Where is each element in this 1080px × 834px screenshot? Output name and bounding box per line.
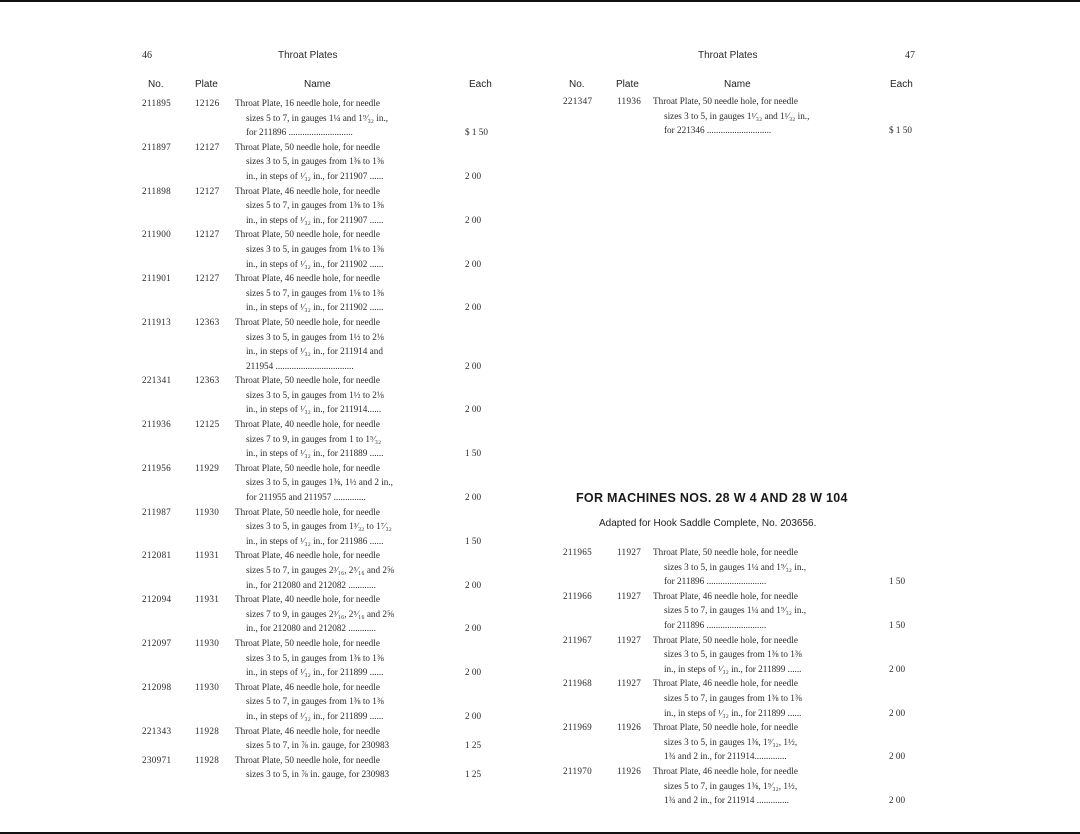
description-text: Throat Plate, 46 needle hole, for needle [653, 765, 798, 776]
part-number: 221341 [142, 375, 172, 386]
description-text: Throat Plate, 46 needle hole, for needle [235, 725, 380, 736]
price: 2 00 [465, 214, 482, 225]
list-item [138, 373, 482, 417]
description-line [653, 720, 920, 735]
description-text: sizes 5 to 7, in gauges 2³⁄₁₆, 2⁵⁄₁₆ and 2⅝ [246, 565, 394, 575]
part-number: 230971 [142, 754, 172, 765]
description-text: Throat Plate, 50 needle hole, for needle [653, 96, 798, 106]
left-page [138, 0, 492, 834]
plate-number: 12127 [195, 185, 220, 196]
list-item [138, 724, 482, 753]
description-text: sizes 3 to 5, in gauges from 1⅜ to 1⅜ [246, 652, 384, 663]
description-line [246, 388, 478, 403]
description-text: in., for 212080 and 212082 ............ [246, 579, 376, 590]
price: 2 00 [465, 258, 482, 269]
list-item [138, 753, 482, 782]
plate-number: 11936 [617, 96, 642, 106]
column-headers [138, 79, 492, 91]
description-line [246, 359, 482, 374]
description-line [246, 709, 482, 724]
plate-number: 11928 [195, 725, 220, 736]
description-line [653, 94, 920, 109]
description-line [246, 563, 478, 578]
description-line [653, 764, 920, 779]
description-text: Throat Plate, 46 needle hole, for needle [235, 185, 380, 196]
description-line [235, 592, 478, 607]
description-text: Throat Plate, 50 needle hole, for needle [653, 634, 798, 645]
description-line [664, 560, 920, 575]
description-line [235, 461, 478, 476]
list-item [560, 720, 920, 764]
description-text: in., for 212080 and 212082 ............ [246, 623, 376, 634]
description-line [664, 603, 920, 618]
part-number: 211895 [142, 98, 172, 108]
description-text: in., in steps of ¹⁄₃₂ in., for 211902 ...... [246, 258, 384, 269]
entries-list [560, 94, 920, 138]
description-text: sizes 3 to 5, in gauges from 1⅜ to 1⅜ [664, 649, 802, 660]
price: 1 50 [889, 576, 906, 587]
list-item [138, 184, 482, 228]
description-line [246, 169, 482, 184]
part-number: 211965 [563, 547, 593, 557]
description-text: sizes 5 to 7, in gauges from 1⅜ to 1⅜ [664, 692, 802, 703]
description-text: sizes 3 to 5, in gauges from 1³⁄₃₂ to 1⁷⁄₃₂ [246, 521, 392, 532]
description-text: sizes 3 to 5, in gauges 1⅜, 1⁹⁄₃₂, 1½, [664, 736, 798, 747]
plate-number: 11930 [195, 681, 220, 692]
description-text: sizes 5 to 7, in gauges 1¼ and 1⁹⁄₃₂ in., [246, 112, 389, 123]
list-item [560, 545, 920, 589]
plate-number: 11926 [617, 722, 642, 733]
page-number: 47 [905, 50, 915, 61]
description-line [246, 198, 478, 213]
part-number: 211913 [142, 316, 172, 327]
part-number: 211968 [563, 678, 593, 689]
list-item [138, 461, 482, 505]
list-item [138, 417, 482, 461]
description-line [246, 519, 478, 534]
description-text: Throat Plate, 50 needle hole, for needle [653, 547, 798, 557]
description-text: sizes 3 to 5, in gauges 1¼ and 1⁹⁄₃₂ in., [664, 561, 807, 572]
description-text: Throat Plate, 50 needle hole, for needle [235, 375, 380, 386]
description-text: sizes 5 to 7, in gauges from 1⅜ to 1⅜ [246, 696, 384, 707]
description-text: Throat Plate, 40 needle hole, for needle [235, 419, 380, 430]
description-text: for 211896 ............................ [246, 127, 353, 138]
description-text: in., in steps of ¹⁄₃₂ in., for 211986 ...... [246, 535, 384, 546]
description-text: in., in steps of ¹⁄₃₂ in., for 211907 ...... [246, 170, 384, 181]
part-number: 211936 [142, 419, 172, 430]
plate-number: 11927 [617, 678, 642, 689]
description-line [246, 475, 478, 490]
description-text: Throat Plate, 50 needle hole, for needle [235, 462, 380, 473]
running-title: Throat Plates [278, 50, 338, 61]
description-text: Throat Plate, 50 needle hole, for needle [235, 754, 380, 765]
plate-number: 11926 [617, 765, 642, 776]
list-item [138, 548, 482, 592]
part-number: 211898 [142, 185, 172, 196]
description-line [664, 109, 920, 124]
description-line [246, 111, 478, 126]
price: 2 00 [465, 710, 482, 721]
list-item [560, 676, 920, 720]
list-item [138, 96, 488, 140]
description-line [235, 548, 478, 563]
description-line [653, 633, 920, 648]
description-line [664, 779, 920, 794]
description-text: Throat Plate, 46 needle hole, for needle [235, 550, 380, 561]
description-text: in., in steps of ¹⁄₃₂ in., for 211914 and [246, 346, 383, 357]
section-heading: FOR MACHINES NOS. 28 W 4 AND 28 W 104 [576, 491, 848, 505]
part-number: 211900 [142, 229, 172, 240]
price: 2 00 [889, 707, 906, 718]
description-line [246, 665, 482, 680]
description-line [235, 417, 478, 432]
description-text: Throat Plate, 40 needle hole, for needle [235, 594, 380, 605]
price: 1 25 [465, 740, 482, 751]
header-name: Name [724, 79, 751, 90]
description-line [246, 125, 488, 140]
price: 2 00 [465, 667, 482, 678]
price: 2 00 [465, 579, 482, 590]
price: 2 00 [465, 404, 482, 415]
description-line [664, 691, 920, 706]
header-each: Each [890, 79, 913, 90]
part-number: 212094 [142, 594, 172, 605]
description-line [235, 680, 478, 695]
description-text: sizes 7 to 9, in gauges from 1 to 1⁵⁄₃₂ [246, 433, 382, 444]
description-line [653, 589, 920, 604]
description-line [246, 154, 478, 169]
entries-list [560, 545, 920, 808]
plate-number: 12363 [195, 316, 220, 327]
description-text: in., in steps of ¹⁄₃₂ in., for 211899 ...... [664, 707, 802, 718]
description-text: in., in steps of ¹⁄₃₂ in., for 211907 ...... [246, 214, 384, 225]
description-text: in., in steps of ¹⁄₃₂ in., for 211899 ...... [246, 667, 384, 678]
description-line [246, 767, 482, 782]
description-text: Throat Plate, 46 needle hole, for needle [235, 273, 380, 284]
description-text: sizes 3 to 5, in gauges 1⅜, 1½ and 2 in., [246, 477, 393, 488]
header-no: No. [148, 79, 164, 90]
right-page [560, 0, 920, 834]
price: 2 00 [889, 795, 906, 806]
list-item [138, 505, 482, 549]
description-line [246, 286, 478, 301]
description-text: sizes 5 to 7, in gauges 1¼ and 1⁹⁄₃₂ in., [664, 605, 807, 616]
plate-number: 11928 [195, 754, 220, 765]
header-each: Each [469, 79, 492, 90]
description-text: for 221346 ............................ [664, 125, 772, 136]
part-number: 211901 [142, 273, 172, 284]
description-text: sizes 7 to 9, in gauges 2³⁄₁₆, 2⁵⁄₁₆ and 2⅝ [246, 608, 394, 619]
description-text: in., in steps of ¹⁄₃₂ in., for 211889 ...... [246, 448, 384, 459]
price: $ 1 50 [465, 127, 488, 138]
description-text: Throat Plate, 50 needle hole, for needle [653, 722, 798, 733]
description-text: Throat Plate, 50 needle hole, for needle [235, 506, 380, 517]
price: 2 00 [465, 360, 482, 371]
description-text: sizes 3 to 5, in gauges from 1½ to 2⅛ [246, 389, 384, 400]
price: 1 25 [465, 769, 482, 780]
description-line [246, 490, 482, 505]
list-item [138, 315, 482, 373]
part-number: 211967 [563, 634, 593, 645]
part-number: 212081 [142, 550, 172, 561]
description-text: 1¾ and 2 in., for 211914.............. [664, 751, 787, 762]
description-line [246, 257, 482, 272]
description-line [246, 607, 478, 622]
description-text: sizes 5 to 7, in ⅞ in. gauge, for 230983 [246, 740, 390, 751]
price: 2 00 [465, 302, 482, 313]
list-item [560, 94, 920, 138]
description-line [246, 344, 478, 359]
part-number: 221347 [563, 96, 593, 106]
description-line [664, 662, 920, 677]
description-text: 1¾ and 2 in., for 211914 .............. [664, 795, 789, 806]
price: 2 00 [465, 623, 482, 634]
description-text: in., in steps of ¹⁄₃₂ in., for 211914...... [246, 404, 382, 415]
header-plate: Plate [616, 79, 639, 90]
section-subheading: Adapted for Hook Saddle Complete, No. 203656. [599, 518, 817, 529]
description-line [246, 738, 482, 753]
price: 1 50 [465, 535, 482, 546]
description-line [235, 184, 478, 199]
entries-list [138, 96, 488, 782]
description-text: sizes 3 to 5, in gauges from 1⅛ to 1⅜ [246, 243, 384, 254]
part-number: 211970 [563, 765, 593, 776]
description-line [246, 534, 482, 549]
list-item [138, 636, 482, 680]
plate-number: 11927 [617, 634, 642, 645]
list-item [138, 592, 482, 636]
header-plate: Plate [195, 79, 218, 90]
plate-number: 11927 [617, 547, 642, 557]
price: 1 50 [465, 448, 482, 459]
description-text: Throat Plate, 46 needle hole, for needle [653, 590, 798, 601]
plate-number: 12127 [195, 273, 220, 284]
description-line [664, 793, 920, 808]
description-line [235, 227, 478, 242]
description-line [246, 694, 478, 709]
price: $ 1 50 [889, 125, 912, 136]
description-text: Throat Plate, 50 needle hole, for needle [235, 316, 380, 327]
plate-number: 11931 [195, 594, 220, 605]
running-title: Throat Plates [698, 50, 758, 61]
plate-number: 12363 [195, 375, 220, 386]
description-line [235, 271, 478, 286]
description-line [246, 330, 478, 345]
description-text: sizes 5 to 7, in gauges 1⅜, 1⁹⁄₃₂, 1½, [664, 780, 798, 791]
description-text: sizes 3 to 5, in gauges 1¹⁄₃₂ and 1¹⁄₃₂ in., [664, 110, 810, 121]
plate-number: 12126 [195, 98, 220, 108]
description-text: Throat Plate, 46 needle hole, for needle [235, 681, 380, 692]
list-item [138, 140, 482, 184]
header-name: Name [304, 79, 331, 90]
price: 1 50 [889, 619, 906, 630]
description-line [664, 749, 920, 764]
left-running-head [138, 50, 478, 64]
list-item [138, 227, 482, 271]
description-line [246, 213, 482, 228]
page-number: 46 [142, 50, 152, 61]
part-number: 212098 [142, 681, 172, 692]
description-line [664, 647, 920, 662]
description-line [664, 574, 920, 589]
part-number: 211956 [142, 462, 172, 473]
plate-number: 11930 [195, 506, 220, 517]
description-text: sizes 3 to 5, in gauges from 1½ to 2⅛ [246, 331, 384, 342]
plate-number: 12125 [195, 419, 220, 430]
description-line [246, 651, 478, 666]
list-item [138, 271, 482, 315]
description-line [235, 753, 478, 768]
description-line [246, 578, 482, 593]
description-line [235, 724, 478, 739]
description-text: for 211896 .......................... [664, 619, 767, 630]
description-line [246, 621, 482, 636]
description-line [235, 505, 478, 520]
description-text: sizes 3 to 5, in ⅞ in. gauge, for 230983 [246, 769, 390, 780]
description-line [664, 706, 920, 721]
description-line [664, 735, 920, 750]
description-text: in., in steps of ¹⁄₃₂ in., for 211899 ...... [246, 710, 384, 721]
list-item [560, 589, 920, 633]
description-line [235, 373, 478, 388]
plate-number: 11929 [195, 462, 220, 473]
plate-number: 12127 [195, 141, 220, 152]
description-line [235, 140, 478, 155]
part-number: 211987 [142, 506, 172, 517]
description-line [246, 432, 478, 447]
description-text: Throat Plate, 50 needle hole, for needle [235, 637, 380, 648]
description-text: in., in steps of ¹⁄₃₂ in., for 211902 ...... [246, 302, 384, 313]
price: 2 00 [889, 663, 906, 674]
description-line [246, 446, 482, 461]
list-item [138, 680, 482, 724]
list-item [560, 764, 920, 808]
description-text: 211954 .................................. [246, 360, 354, 371]
description-line [664, 618, 920, 633]
description-line [235, 315, 478, 330]
description-text: for 211896 .......................... [664, 576, 767, 587]
column-headers [560, 79, 920, 91]
header-no: No. [569, 79, 585, 90]
price: 2 00 [465, 170, 482, 181]
description-line [246, 300, 482, 315]
description-line [246, 242, 478, 257]
right-running-head [560, 50, 920, 64]
plate-number: 11931 [195, 550, 220, 561]
part-number: 212097 [142, 637, 172, 648]
price: 2 00 [465, 492, 482, 503]
description-text: sizes 3 to 5, in gauges from 1⅜ to 1⅜ [246, 156, 384, 167]
plate-number: 11927 [617, 590, 642, 601]
description-line [653, 676, 920, 691]
description-text: sizes 5 to 7, in gauges from 1⅛ to 1⅜ [246, 287, 384, 298]
description-text: for 211955 and 211957 .............. [246, 492, 366, 503]
list-item [560, 633, 920, 677]
plate-number: 12127 [195, 229, 220, 240]
description-text: Throat Plate, 50 needle hole, for needle [235, 141, 380, 152]
plate-number: 11930 [195, 637, 220, 648]
description-line [653, 545, 920, 560]
description-line [235, 96, 478, 111]
description-line [235, 636, 478, 651]
description-line [246, 402, 482, 417]
part-number: 211966 [563, 590, 593, 601]
part-number: 221343 [142, 725, 172, 736]
description-line [664, 123, 920, 138]
part-number: 211969 [563, 722, 593, 733]
description-text: in., in steps of ¹⁄₃₂ in., for 211899 ...... [664, 663, 802, 674]
description-text: Throat Plate, 46 needle hole, for needle [653, 678, 798, 689]
price: 2 00 [889, 751, 906, 762]
description-text: sizes 5 to 7, in gauges from 1⅜ to 1⅜ [246, 200, 384, 211]
description-text: Throat Plate, 50 needle hole, for needle [235, 229, 380, 240]
part-number: 211897 [142, 141, 172, 152]
description-text: Throat Plate, 16 needle hole, for needle [235, 98, 380, 108]
